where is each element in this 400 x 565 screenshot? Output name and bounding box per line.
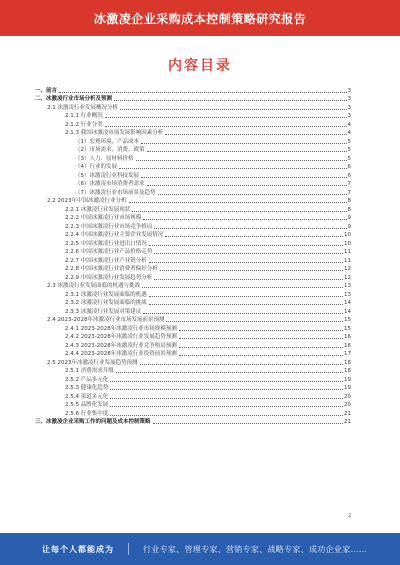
toc-leader-dots — [149, 304, 343, 305]
toc-entry-text: （5）冰激凌行业科技发展 — [75, 172, 140, 179]
toc-entry[interactable] — [35, 409, 351, 418]
toc-entry-text: 2.5.6 行业集中度 — [65, 410, 109, 417]
toc-entry[interactable] — [35, 171, 351, 180]
toc-entry-text: 2.4.3 2023-2028年冰激凌行业竞争格局预测 — [65, 342, 177, 349]
toc-entry-page: 17 — [344, 351, 351, 357]
report-header-bar — [0, 0, 400, 36]
footer-slogan-right: 行业专家、管理专家、营销专家、战略专家、成功企业家…… — [143, 544, 368, 554]
toc-entry-page: 5 — [347, 155, 351, 162]
toc-entry[interactable] — [35, 180, 351, 189]
toc-entry-page: 3 — [347, 104, 351, 111]
toc-entry[interactable] — [35, 248, 351, 257]
toc-leader-dots — [141, 177, 346, 178]
footer-slogan-left: 让每个人都能成为 — [42, 544, 114, 554]
toc-entry[interactable] — [35, 137, 351, 146]
toc-entry-text: 三、冰激凌企业采购工作的问题及成本控制策略 — [35, 419, 151, 425]
toc-entry-page: 10 — [344, 232, 351, 238]
toc-entry[interactable] — [35, 120, 351, 129]
toc-leader-dots — [158, 194, 347, 195]
toc-entry-text: 2.2.2 中国冰激凌行业市场规模 — [65, 215, 142, 221]
toc-leader-dots — [110, 381, 343, 382]
toc-entry-text: 2.5.3 健康化趋势 — [65, 385, 109, 391]
toc-leader-dots — [141, 143, 346, 144]
toc-entry[interactable] — [35, 103, 351, 112]
toc-leader-dots — [149, 296, 343, 297]
toc-entry[interactable] — [35, 154, 351, 163]
page-number: 2 — [348, 513, 352, 519]
toc-entry-text: （3）人力、原材料价格 — [75, 155, 134, 162]
toc-leader-dots — [154, 279, 343, 280]
toc-entry[interactable] — [35, 299, 351, 308]
toc-entry-page: 11 — [344, 249, 351, 255]
toc-entry-page: 8 — [347, 206, 351, 213]
toc-entry-page: 7 — [347, 181, 351, 187]
toc-leader-dots — [149, 262, 343, 263]
toc-entry[interactable] — [35, 239, 351, 248]
toc-leader-dots — [119, 168, 347, 169]
toc-entry-page: 9 — [347, 215, 351, 221]
toc-leader-dots — [165, 236, 343, 237]
toc-entry-text: 2.4.4 2023-2028年冰激凌行业投资前景预测 — [65, 351, 177, 357]
toc-entry-page: 9 — [347, 223, 351, 230]
toc-leader-dots — [129, 202, 347, 203]
toc-entry-text: （1）宏观环境、产品成本 — [75, 138, 140, 145]
toc-entry[interactable] — [35, 205, 351, 214]
toc-entry[interactable] — [35, 256, 351, 265]
toc-entry[interactable] — [35, 333, 351, 342]
toc-entry-page: 18 — [344, 359, 351, 366]
toc-entry-page: 14 — [344, 300, 351, 306]
toc-entry-text: 2.2.3 中国冰激凌行业市场竞争格局 — [65, 223, 153, 230]
toc-entry-text: 2.1.3 我国冰激凌市场发展影响因素分析 — [65, 130, 164, 136]
toc-entry-text: 2.5.4 渠道多元化 — [65, 393, 109, 400]
toc-entry-text: 2.4.2 2023-2028年冰激凌行业发展趋势预测 — [65, 334, 177, 340]
toc-entry[interactable] — [35, 350, 351, 359]
toc-entry-text: （4）行业的发展 — [75, 164, 117, 170]
toc-entry[interactable] — [35, 367, 351, 376]
toc-entry-text: 2.3.3 冰激凌行业发展对策建议 — [65, 308, 142, 315]
toc-leader-dots — [105, 117, 347, 118]
toc-entry-page: 6 — [347, 172, 351, 179]
toc-entry[interactable] — [35, 401, 351, 410]
toc-entry[interactable] — [35, 146, 351, 155]
toc-leader-dots — [179, 355, 343, 356]
toc-entry-page: 16 — [344, 342, 351, 349]
toc-entry-text: （6）冰激凌市场消费者需求 — [75, 181, 145, 187]
toc-leader-dots — [132, 211, 346, 212]
toc-leader-dots — [147, 151, 347, 152]
toc-leader-dots — [59, 92, 346, 93]
toc-entry-page: 6 — [347, 164, 351, 170]
toc-entry[interactable] — [35, 358, 351, 367]
toc-entry[interactable] — [35, 129, 351, 138]
toc-entry-page: 3 — [347, 113, 351, 119]
toc-leader-dots — [147, 185, 347, 186]
toc-entry[interactable] — [35, 95, 351, 104]
toc-entry[interactable] — [35, 316, 351, 325]
toc-entry-text: 2.1 冰激凌行业发展概况分析 — [47, 104, 118, 111]
toc-leader-dots — [154, 228, 346, 229]
toc-leader-dots — [143, 313, 343, 314]
toc-entry-page: 3 — [347, 87, 351, 94]
toc-entry-page: 3 — [347, 96, 351, 102]
toc-heading: 内容目录 — [168, 58, 232, 74]
toc-leader-dots — [116, 372, 343, 373]
toc-entry[interactable] — [35, 307, 351, 316]
toc-entry[interactable] — [35, 324, 351, 333]
toc-entry-page: 19 — [344, 376, 351, 383]
toc-entry-text: 2.5.1 消费需求升级 — [65, 368, 114, 374]
toc-entry-text: 2.3.1 冰激凌行业发展面临的机遇 — [65, 291, 147, 298]
toc-leader-dots — [149, 245, 343, 246]
toc-leader-dots — [154, 253, 343, 254]
footer-divider — [128, 543, 129, 555]
toc-entry-text: 2.1.1 行业概况 — [65, 113, 103, 119]
toc-entry-page: 14 — [344, 308, 351, 315]
toc-entry-page: 4 — [347, 121, 351, 128]
toc-entry[interactable] — [35, 418, 351, 427]
toc-entry-text: （2）市场需求、消费、政策 — [75, 147, 145, 153]
toc-entry[interactable] — [35, 197, 351, 206]
toc-entry-text: 2.1.2 行业分类 — [65, 121, 103, 128]
toc-entry-page: 11 — [344, 257, 351, 264]
toc-entry-text: 2.5 2023年冰激凌行业发展趋势预测 — [47, 359, 138, 366]
toc-entry[interactable] — [35, 231, 351, 240]
toc-entry-page: 8 — [347, 198, 351, 204]
footer-banner — [0, 533, 400, 565]
toc-leader-dots — [110, 415, 343, 416]
toc-entry-page: 13 — [344, 291, 351, 298]
toc-entry-text: 2.4 2023-2028年冰激凌行业市场发展前景预测 — [47, 317, 165, 323]
toc-entry-page: 21 — [344, 410, 351, 417]
toc-entry-text: 一、前言 — [35, 87, 58, 94]
toc-entry[interactable] — [35, 282, 351, 291]
toc-leader-dots — [114, 100, 346, 101]
toc-entry-text: 2.5.5 品牌化发展 — [65, 402, 109, 408]
table-of-contents — [35, 86, 351, 426]
toc-entry-text: 2.2.5 中国冰激凌行业进出口情况 — [65, 240, 147, 247]
toc-entry[interactable] — [35, 384, 351, 393]
toc-entry-page: 12 — [344, 274, 351, 281]
toc-entry[interactable] — [35, 86, 351, 95]
toc-entry-page: 12 — [344, 266, 351, 272]
toc-entry-text: 二、冰激凌行业市场分析及预测 — [35, 96, 113, 102]
toc-leader-dots — [140, 364, 344, 365]
toc-entry[interactable] — [35, 163, 351, 172]
toc-entry[interactable] — [35, 112, 351, 121]
toc-leader-dots — [110, 398, 343, 399]
toc-entry-page: 20 — [344, 393, 351, 400]
toc-entry-page: 5 — [347, 147, 351, 153]
toc-entry-text: 2.2.8 中国冰激凌行业消费者偏好分析 — [65, 266, 158, 272]
toc-entry-text: 2.2 2023年中国冰激凌行业分析 — [47, 198, 127, 204]
toc-entry-text: 2.2.6 中国冰激凌行业产品价格走势 — [65, 249, 153, 255]
toc-entry-page: 7 — [347, 189, 351, 196]
toc-leader-dots — [105, 126, 347, 127]
toc-leader-dots — [179, 347, 343, 348]
toc-leader-dots — [142, 287, 343, 288]
toc-leader-dots — [110, 406, 343, 407]
toc-entry-text: 2.5.2 产品多元化 — [65, 376, 109, 383]
toc-entry-text: 2.2.9 中国冰激凌行业发展趋势分析 — [65, 274, 153, 281]
toc-entry-text: 2.2.7 中国冰激凌行业产业链分析 — [65, 257, 147, 264]
toc-entry[interactable] — [35, 188, 351, 197]
toc-entry-page: 16 — [344, 334, 351, 340]
toc-entry-page: 5 — [347, 138, 351, 145]
toc-leader-dots — [179, 338, 343, 339]
toc-entry[interactable] — [35, 341, 351, 350]
toc-entry-page: 21 — [344, 419, 351, 425]
report-title: 冰激凌企业采购成本控制策略研究报告 — [93, 11, 307, 26]
toc-entry[interactable] — [35, 392, 351, 401]
toc-entry-page: 4 — [347, 130, 351, 136]
toc-entry-page: 20 — [344, 402, 351, 408]
toc-leader-dots — [179, 330, 343, 331]
toc-entry-text: 2.3.2 冰激凌行业发展面临的挑战 — [65, 300, 147, 306]
toc-leader-dots — [153, 423, 343, 424]
toc-entry-page: 13 — [344, 283, 351, 289]
toc-entry-page: 19 — [344, 385, 351, 391]
toc-leader-dots — [110, 389, 343, 390]
toc-entry[interactable] — [35, 222, 351, 231]
toc-entry[interactable] — [35, 375, 351, 384]
toc-entry-text: 2.3 冰激凌行业发展面临的机遇与挑战 — [47, 283, 140, 289]
toc-entry[interactable] — [35, 290, 351, 299]
toc-entry-text: 2.2.4 中国冰激凌行业主要企业发展情况 — [65, 232, 164, 238]
toc-leader-dots — [120, 109, 347, 110]
toc-leader-dots — [143, 219, 346, 220]
toc-entry[interactable] — [35, 265, 351, 274]
toc-entry[interactable] — [35, 214, 351, 223]
toc-entry-page: 15 — [344, 317, 351, 323]
toc-leader-dots — [166, 321, 343, 322]
toc-entry-text: 2.2.1 冰激凌行业发展现状 — [65, 206, 131, 213]
toc-leader-dots — [136, 160, 347, 161]
toc-entry-page: 10 — [344, 240, 351, 247]
toc-leader-dots — [160, 270, 343, 271]
toc-leader-dots — [165, 134, 346, 135]
toc-entry-text: 2.4.1 2023-2028年冰激凌行业市场规模预测 — [65, 325, 177, 332]
toc-entry-page: 18 — [344, 368, 351, 374]
toc-entry-page: 15 — [344, 325, 351, 332]
toc-entry-text: （7）冰激凌行业市场前景及趋势 — [75, 189, 156, 196]
toc-entry[interactable] — [35, 273, 351, 282]
